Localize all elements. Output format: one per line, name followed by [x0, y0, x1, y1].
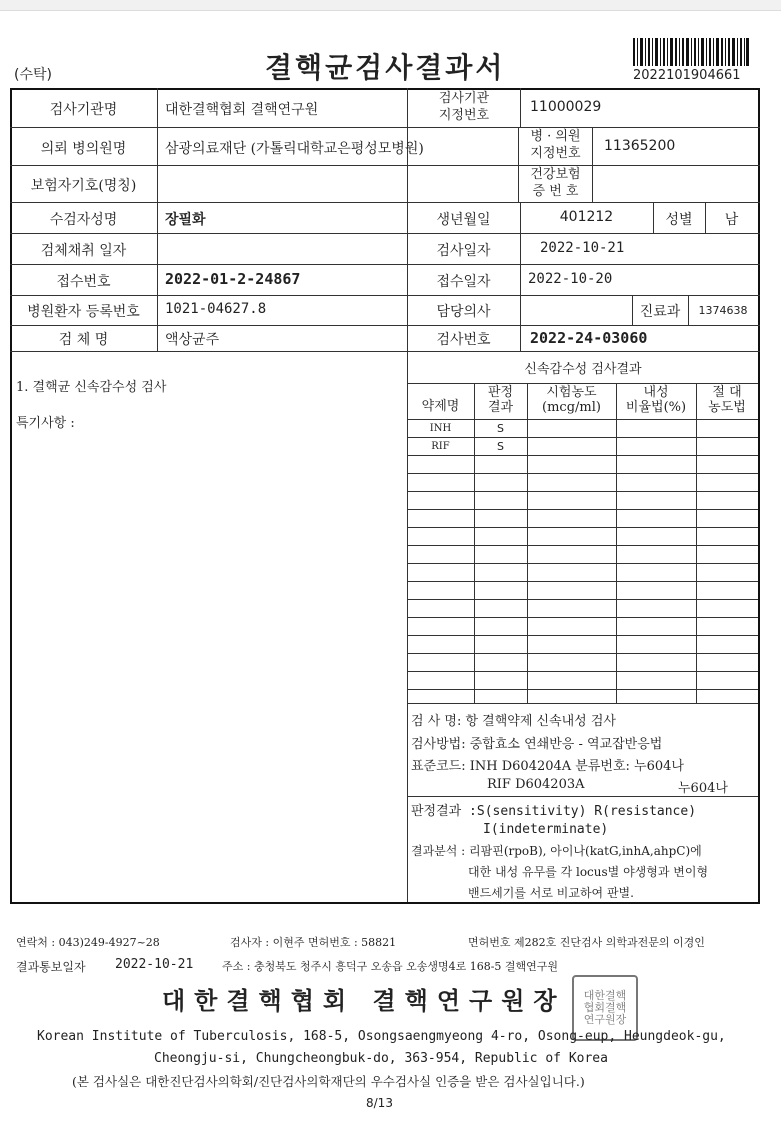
- remarks-label: 특기사항 :: [16, 416, 75, 431]
- sex-label: 성별: [665, 212, 693, 228]
- test-date-label: 검사일자: [436, 243, 491, 259]
- grid-row: [407, 509, 758, 510]
- hospital-value: 삼광의료재단 (가톨릭대학교은평성모병원): [165, 141, 424, 157]
- barcode: [633, 38, 749, 66]
- specimen-value: 액상균주: [165, 332, 220, 348]
- hospital-id-label: 병 · 의원 지정번호: [530, 129, 581, 161]
- page-number: 8/13: [366, 1096, 393, 1110]
- page-title: 결핵균검사결과서: [265, 51, 506, 84]
- collect-label: 검체채취 일자: [40, 243, 127, 259]
- health-id-label: 건강보험 증 번 호: [530, 167, 581, 199]
- footer-tester: 검사자 : 이현주 면허번호 : 58821: [230, 936, 397, 949]
- row-line: [10, 233, 760, 234]
- grid-row: [407, 599, 758, 600]
- col-judgement: 판정 결과: [487, 385, 514, 415]
- reg-no-label: 병원환자 등록번호: [27, 304, 140, 320]
- row-line: [10, 165, 760, 166]
- doctor-label: 담당의사: [436, 304, 491, 320]
- footer-eng-line1: Korean Institute of Tuberculosis, 168-5, Osongsaengmyeong 4-ro, Osong-eup, Heungdeok-gu,: [37, 1029, 726, 1044]
- test-item: 1. 결핵균 신속감수성 검사: [16, 380, 167, 395]
- grid-row: [407, 455, 758, 456]
- method-analysis-line2: 대한 내성 유무를 각 locus별 야생형과 변이형: [468, 865, 709, 879]
- row-line: [10, 325, 760, 326]
- method-analysis-line3: 밴드세기를 서로 비교하여 판별.: [468, 886, 634, 900]
- row-drug: INH: [429, 423, 452, 434]
- sex-value: 남: [724, 212, 739, 228]
- row-line: [10, 202, 760, 203]
- col-resist: 내성 비율법(%): [625, 385, 687, 415]
- birth-label: 생년월일: [436, 212, 491, 228]
- method-code-line1: 표준코드: INH D604204A 분류번호: 누604나: [411, 759, 684, 774]
- method-code-line2-class: 누604나: [678, 781, 728, 796]
- footer-institute: 대한결핵협회 결핵연구원장: [162, 986, 566, 1015]
- patient-label: 수검자성명: [49, 212, 118, 228]
- lab-id-label: 검사기관 지정번호: [438, 91, 490, 123]
- grid-row: [407, 545, 758, 546]
- footer-notify-label: 결과통보일자: [16, 960, 86, 974]
- grid-row: [407, 527, 758, 528]
- barcode-icon: [633, 38, 749, 66]
- request-tag: (수탁): [14, 67, 52, 83]
- test-no-label: 검사번호: [436, 332, 491, 348]
- col-line: [520, 88, 521, 128]
- footer-director: 면허번호 제282호 진단검사 의학과전문의 이경인: [468, 936, 705, 949]
- test-no-value: 2022-24-03060: [530, 329, 648, 347]
- test-date-value: 2022-10-21: [540, 240, 625, 256]
- dept-label: 진료과: [639, 304, 681, 320]
- dept-value: 1374638: [698, 304, 748, 317]
- receipt-no-value: 2022-01-2-24867: [165, 270, 301, 288]
- method-judge-line1: 판정결과 :S(sensitivity) R(resistance): [411, 804, 697, 819]
- lab-id-value: 11000029: [530, 99, 602, 115]
- col-abs: 절 대 농도법: [708, 385, 746, 415]
- method-divider: [407, 796, 758, 797]
- results-title: 신속감수성 검사결과: [524, 362, 642, 377]
- receipt-no-label: 접수번호: [56, 274, 111, 290]
- method-method: 검사방법: 중합효소 연쇄반응 - 역교잡반응법: [411, 737, 663, 752]
- row-judgement: S: [497, 440, 504, 453]
- grid-row: [407, 491, 758, 492]
- grid-row: [407, 581, 758, 582]
- birth-value: 401212: [559, 209, 614, 225]
- row-line: [10, 351, 760, 352]
- specimen-label: 검 체 명: [58, 332, 109, 348]
- frame-bottom: [10, 902, 760, 904]
- grid-row: [407, 671, 758, 672]
- frame-right: [758, 88, 760, 903]
- lab-value: 대한결핵협회 결핵연구원: [165, 102, 319, 118]
- grid-col: [527, 383, 528, 703]
- hospital-label: 의뢰 병의원명: [40, 141, 127, 157]
- method-code-line2: RIF D604203A: [487, 777, 585, 792]
- frame-top: [10, 88, 760, 90]
- col-line: [157, 88, 158, 351]
- grid-row: [407, 473, 758, 474]
- row-drug: RIF: [431, 441, 450, 452]
- reg-no-value: 1021-04627.8: [165, 301, 267, 317]
- footer-cert: (본 검사실은 대한진단검사의학회/진단검사의학재단의 우수검사실 인증을 받은 검사실입니다.): [72, 1074, 585, 1089]
- receipt-date-value: 2022-10-20: [528, 271, 613, 287]
- row-line: [10, 127, 760, 128]
- col-line: [592, 127, 593, 202]
- grid-col: [696, 383, 697, 703]
- grid-row: [407, 437, 758, 438]
- row-line: [10, 295, 760, 296]
- patient-value: 장필화: [165, 212, 206, 228]
- results-line: [407, 383, 758, 384]
- grid-row: [407, 653, 758, 654]
- grid-col: [616, 383, 617, 703]
- grid-row: [407, 635, 758, 636]
- top-band: [0, 0, 781, 11]
- method-test-name: 검 사 명: 항 결핵약제 신속내성 검사: [411, 714, 616, 729]
- grid-bottom: [407, 703, 758, 704]
- insurance-label: 보험자기호(명칭): [30, 178, 137, 194]
- barcode-number: 2022101904661: [633, 68, 741, 83]
- hospital-id-value: 11365200: [604, 138, 676, 154]
- grid-row: [407, 563, 758, 564]
- col-drug: 약제명: [421, 399, 460, 414]
- footer-eng-line2: Cheongju-si, Chungcheongbuk-do, 363-954, Republic of Korea: [154, 1051, 608, 1066]
- grid-row: [407, 689, 758, 690]
- lab-label: 검사기관명: [49, 102, 118, 118]
- seal-text: 대한결핵협회결핵연구원장: [583, 989, 627, 1026]
- col-conc: 시험농도 (mcg/ml): [542, 385, 601, 415]
- row-line: [10, 264, 760, 265]
- method-judge-line2: I(indeterminate): [483, 822, 609, 837]
- footer-address: 주소 : 충청북도 청주시 흥덕구 오송읍 오송생명4로 168-5 결핵연구원: [222, 960, 559, 973]
- receipt-date-label: 접수일자: [436, 274, 491, 290]
- method-analysis-line1: 결과분석 : 리팜핀(rpoB), 아이나(katG,inhA,ahpC)에: [411, 844, 702, 858]
- grid-row: [407, 419, 758, 420]
- row-judgement: S: [497, 422, 504, 435]
- footer-contact: 연락처 : 043)249-4927~28: [16, 936, 160, 949]
- footer-notify-date: 2022-10-21: [115, 957, 194, 972]
- grid-row: [407, 617, 758, 618]
